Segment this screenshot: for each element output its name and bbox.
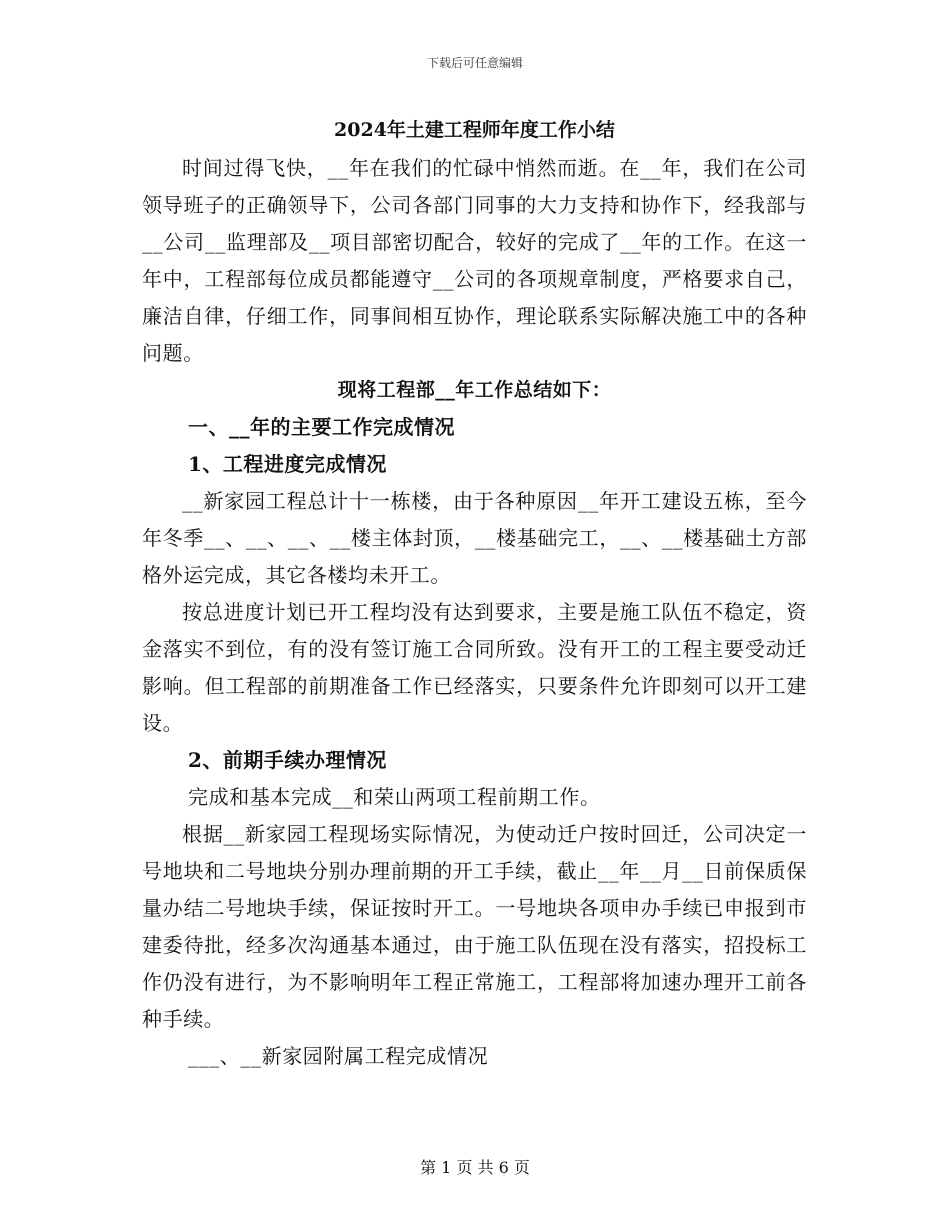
document-body — [142, 112, 807, 1075]
page-footer: 第 1 页 共 6 页 — [420, 1158, 530, 1177]
sub1-heading: 1、工程进度完成情况 — [188, 452, 387, 476]
sub2-paragraph-2: 根据__新家园工程现场实际情况，为使动迁户按时回迁，公司决定一号地块和二号地块分别办理前期的开工手续，截止__年__月__日前保质保量办结二号地块手续，保证按时开工。一号地块各项申办手续已申报到市建委待批，经多次沟通基本通过，由于施工队伍现在没有落实，招投标工作仍没有进行，为不影响明年工程正常施工，工程部将加速办理开工前各种手续。 — [142, 822, 807, 1031]
section1-heading: 一、__年的主要工作完成情况 — [188, 415, 455, 439]
sub2-paragraph-1: 完成和基本完成__和荣山两项工程前期工作。 — [188, 785, 601, 809]
sub2-heading: 2、前期手续办理情况 — [188, 748, 387, 772]
sub3-line: ___、__新家园附属工程完成情况 — [188, 1044, 489, 1068]
header-note: 下载后可任意编辑 — [426, 56, 523, 70]
sub1-paragraph-2: 按总进度计划已开工程均没有达到要求，主要是施工队伍不稳定，资金落实不到位，有的没有签订施工合同所致。没有开工的工程主要受动迁影响。但工程部的前期准备工作已经落实，只要条件允许即刻可以开工建设。 — [142, 600, 807, 735]
intro-paragraph: 时间过得飞快，__年在我们的忙碌中悄然而逝。在__年，我们在公司领导班子的正确领导下，公司各部门同事的大力支持和协作下，经我部与__公司__监理部及__项目部密切配合，较好的完成了__年的工作。在这一年中，工程部每位成员都能遵守__公司的各项规章制度，严格要求自己，廉洁自律，仔细工作，同事间相互协作，理论联系实际解决施工中的各种问题。 — [142, 156, 807, 365]
summary-heading: 现将工程部__年工作总结如下： — [337, 379, 612, 401]
document-title: 2024年土建工程师年度工作小结 — [334, 119, 615, 141]
sub1-paragraph-1: __新家园工程总计十一栋楼，由于各种原因__年开工建设五栋，至今年冬季__、__、__、__楼主体封顶，__楼基础完工，__、__楼基础土方部格外运完成，其它各楼均未开工。 — [142, 489, 807, 587]
